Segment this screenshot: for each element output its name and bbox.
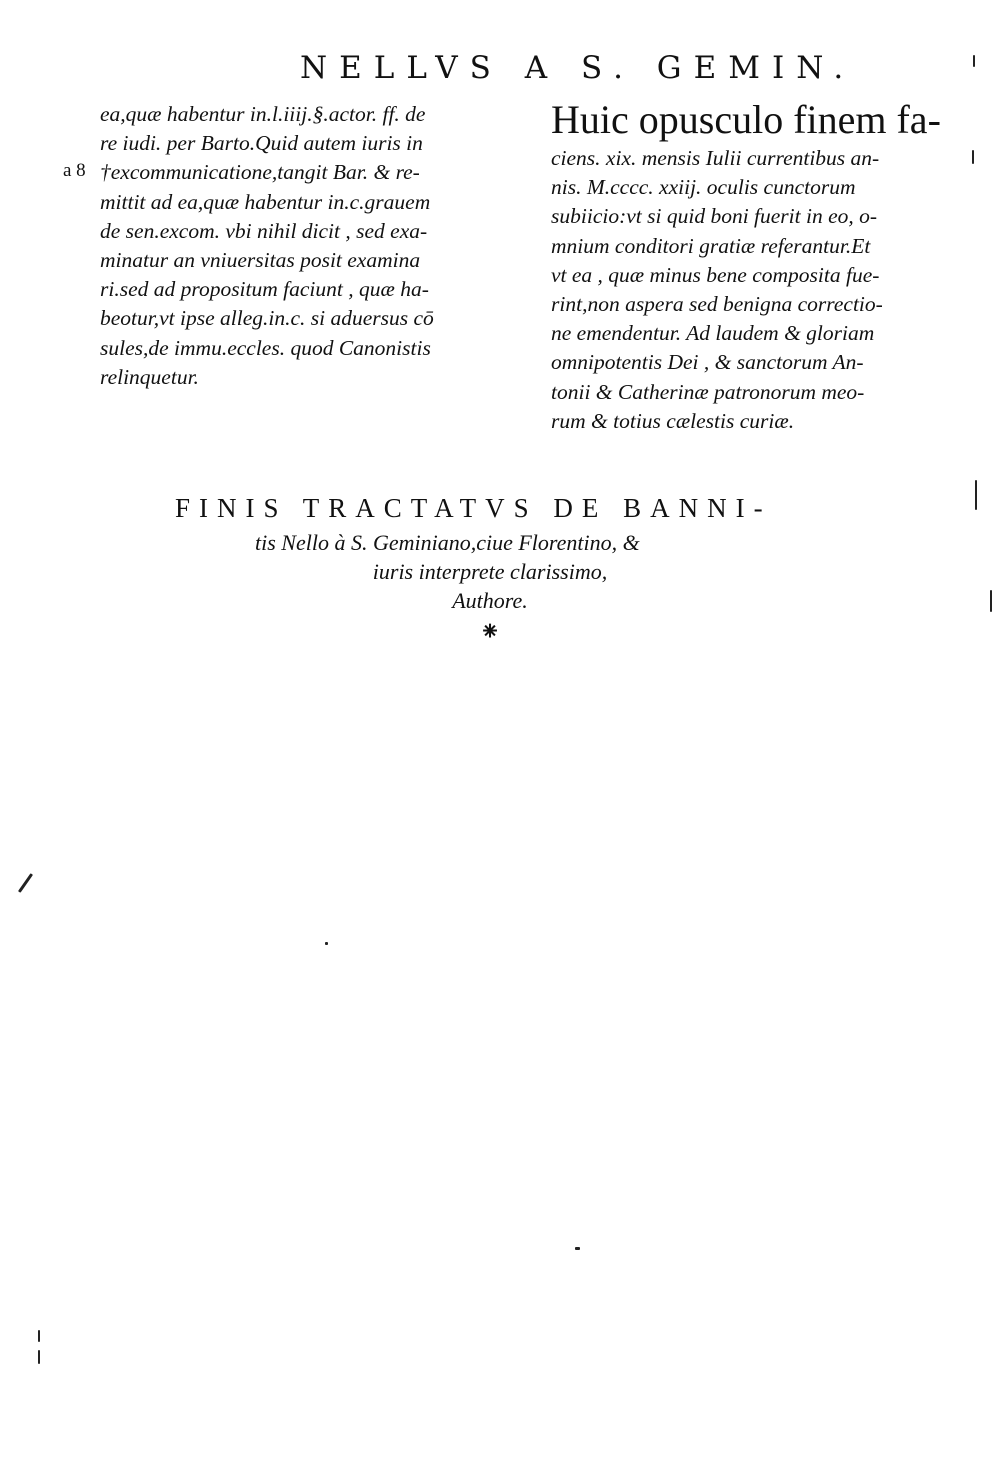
scan-mark: [38, 1350, 40, 1364]
right-line-4: mnium conditori gratiæ referantur.Et: [551, 233, 871, 258]
left-line-1: ea,quæ habentur in.l.iiij.§.actor. ff. de: [100, 102, 426, 126]
scan-mark: [973, 55, 975, 67]
left-line-8: beotur,vt ipse alleg.in.c. si aduersus cō: [100, 306, 434, 331]
margin-note: a 8: [63, 160, 86, 181]
scan-mark: [38, 1330, 40, 1342]
scan-mark: [975, 480, 977, 510]
running-head: NELLVS A S. GEMIN.: [300, 50, 856, 86]
left-line-10: relinquetur.: [100, 364, 199, 389]
right-line-9: tonii & Catherinæ patronorum meo-: [551, 379, 865, 404]
left-line-7: ri.sed ad propositum faciunt , quæ ha-: [100, 277, 429, 302]
left-column: [100, 100, 520, 392]
right-column: [551, 97, 961, 436]
colophon: [100, 488, 880, 647]
right-line-10: rum & totius cælestis curiæ.: [551, 408, 795, 433]
right-line-2: nis. M.cccc. xxiij. oculis cunctorum: [551, 175, 856, 200]
fleuron-icon: ⁕: [479, 617, 501, 646]
scan-mark: [575, 1247, 580, 1250]
right-line-7: ne emendentur. Ad laudem & gloriam: [551, 321, 875, 346]
right-line-8: omnipotentis Dei , & sanctorum An-: [551, 350, 864, 375]
colophon-line-3: Authore.: [452, 588, 528, 613]
left-line-2: re iudi. per Barto.Quid autem iuris in: [100, 131, 423, 156]
right-line-5: vt ea , quæ minus bene composita fue-: [551, 262, 880, 287]
scan-mark: [990, 590, 992, 612]
scan-mark: [18, 873, 33, 893]
colophon-line-1: tis Nello à S. Geminiano,ciue Florentino, &: [255, 530, 640, 555]
left-line-5: de sen.excom. vbi nihil dicit , sed exa-: [100, 218, 428, 243]
left-line-3: †excommunicatione,tangit Bar. & re-: [100, 160, 420, 185]
left-line-9: sules,de immu.eccles. quod Canonistis: [100, 335, 431, 360]
right-line-1: ciens. xix. mensis Iulii currentibus an-: [551, 146, 880, 170]
colophon-caps-line: FINIS TRACTATVS DE BANNI-: [175, 493, 772, 523]
scan-mark: [972, 150, 974, 164]
right-line-3: subiicio:vt si quid boni fuerit in eo, o-: [551, 204, 878, 229]
colophon-line-2: iuris interprete clarissimo,: [372, 559, 608, 584]
left-line-6: minatur an vniuersitas posit examina: [100, 248, 421, 273]
left-line-4: mittit ad ea,quæ habentur in.c.grauem: [100, 189, 431, 214]
scan-mark: [325, 942, 328, 945]
right-column-heading: Huic opusculo finem fa-: [551, 97, 941, 142]
right-line-6: rint,non aspera sed benigna correctio-: [551, 292, 883, 317]
